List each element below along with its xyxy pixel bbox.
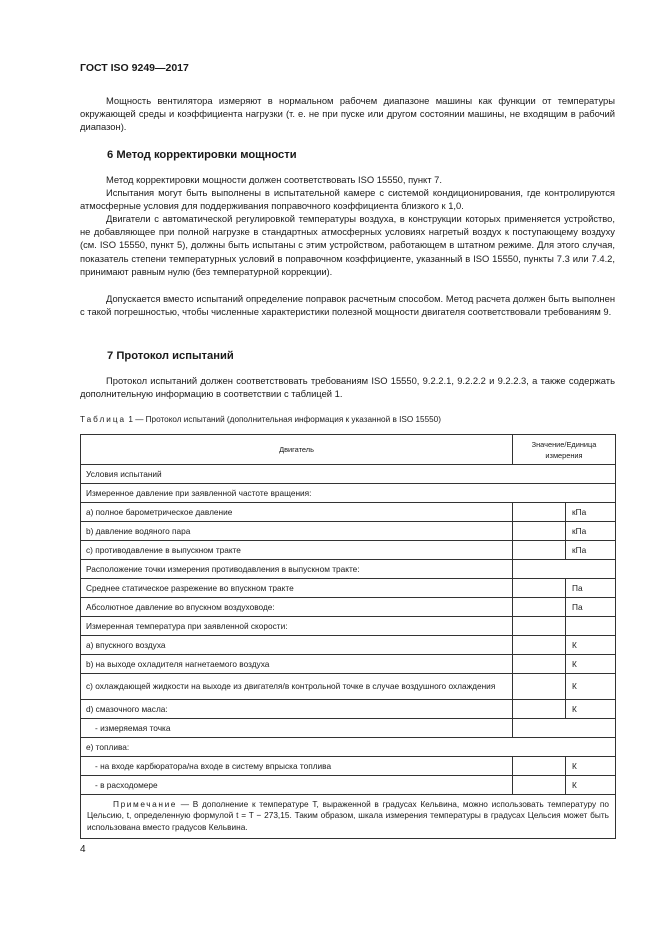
row-label: d) смазочного масла: xyxy=(81,700,513,719)
paragraph-fan-power: Мощность вентилятора измеряют в нормальном рабочем диапазоне машины как функции от температуры окружающей среды и коэффициента нагрузки (т. е. не при пуске или другом состоянии машины, не входящим в рабочий диапазон). xyxy=(80,95,615,133)
unit-cell: К xyxy=(566,776,616,795)
table-row xyxy=(81,541,616,560)
section-6-paragraph-4: Допускается вместо испытаний определение поправок расчетным способом. Метод расчета должен быть выполнен с такой погрешностью, чтобы численные характеристики полезной мощности двигателя соответствовали требованиям 9. xyxy=(80,293,615,318)
value-cell xyxy=(513,757,566,776)
section-6-title: 6 Метод корректировки мощности xyxy=(107,149,297,161)
table-row xyxy=(81,503,616,522)
row-label: b) давление водяного пара xyxy=(81,522,513,541)
table-caption xyxy=(80,415,441,424)
value-cell xyxy=(513,719,616,738)
row-label: Условия испытаний xyxy=(81,465,616,484)
table-row xyxy=(81,465,616,484)
unit-cell: К xyxy=(566,700,616,719)
table-row xyxy=(81,776,616,795)
table-row xyxy=(81,757,616,776)
row-label: b) на выходе охладителя нагнетаемого воздуха xyxy=(81,655,513,674)
value-cell xyxy=(513,503,566,522)
table-note xyxy=(81,795,616,839)
unit-cell: Па xyxy=(566,579,616,598)
value-cell xyxy=(513,598,566,617)
note-word: Примечание xyxy=(113,799,178,809)
value-cell xyxy=(513,579,566,598)
row-label: - на входе карбюратора/на входе в систему впрыска топлива xyxy=(81,757,513,776)
section-6-paragraph-3: Двигатели с автоматической регулировкой температуры воздуха, в конструкции которых применяется устройство, не добавляющее при полной нагрузке в стандартных атмосферных условиях нагретый воздух к поступающему воздуху (см. ISO 15550, пункт 5), должны быть испытаны с этим устройством, работающем в штатном режиме. Для этого случая, показатель степени температурных условий в поправочном коэффициенте, указанный в ISO 15550, пункты 7.3 или 7.4.2, принимают равным нулю (без температурной коррекции). xyxy=(80,213,615,277)
unit-cell: кПа xyxy=(566,522,616,541)
value-cell xyxy=(513,560,616,579)
note-text: — В дополнение к температуре T, выраженной в градусах Кельвина, можно использовать температуру по Цельсию, t, определенную формулой t = T − 273,15. Таким образом, шкала измерения температуры в градусах Цельсия может быть использована вместо градусов Кельвина. xyxy=(87,799,610,832)
row-label: - измеряемая точка xyxy=(81,719,513,738)
table-row xyxy=(81,719,616,738)
row-label: Измеренное давление при заявленной частоте вращения: xyxy=(81,484,616,503)
row-label: e) топлива: xyxy=(81,738,616,757)
table-caption-text: 1 — Протокол испытаний (дополнительная информация к указанной в ISO 15550) xyxy=(126,415,441,424)
unit-cell xyxy=(566,617,616,636)
table-row xyxy=(81,636,616,655)
table-row xyxy=(81,617,616,636)
row-label: Измеренная температура при заявленной скорости: xyxy=(81,617,513,636)
row-label: Расположение точки измерения противодавления в выпускном тракте: xyxy=(81,560,513,579)
table-row xyxy=(81,674,616,700)
section-6-paragraph-1: Метод корректировки мощности должен соответствовать ISO 15550, пункт 7. xyxy=(106,174,442,185)
row-label: Среднее статическое разрежение во впускном тракте xyxy=(81,579,513,598)
section-6-paragraph-2: Испытания могут быть выполнены в испытательной камере с системой кондиционирования, где контролируются атмосферные условия для поддерживания поправочного коэффициента близкого к 1,0. xyxy=(80,187,615,212)
value-cell xyxy=(513,636,566,655)
section-7-title: 7 Протокол испытаний xyxy=(107,350,234,362)
unit-cell: К xyxy=(566,636,616,655)
unit-cell: Па xyxy=(566,598,616,617)
table-row xyxy=(81,579,616,598)
table-row xyxy=(81,560,616,579)
value-cell xyxy=(513,617,566,636)
value-cell xyxy=(513,655,566,674)
page-number: 4 xyxy=(80,844,86,855)
row-label: a) полное барометрическое давление xyxy=(81,503,513,522)
header-value-unit: Значение/Единица измерения xyxy=(513,435,616,465)
document-header: ГОСТ ISO 9249—2017 xyxy=(80,62,189,74)
value-cell xyxy=(513,522,566,541)
table-note-row xyxy=(81,795,616,839)
table-header-row xyxy=(81,435,616,465)
row-label: a) впускного воздуха xyxy=(81,636,513,655)
table-row xyxy=(81,738,616,757)
unit-cell: К xyxy=(566,674,616,700)
table-caption-word: Таблица xyxy=(80,415,127,424)
table-row xyxy=(81,484,616,503)
value-cell xyxy=(513,776,566,795)
unit-cell: К xyxy=(566,757,616,776)
section-7-paragraph-1: Протокол испытаний должен соответствовать требованиям ISO 15550, 9.2.2.1, 9.2.2.2 и 9.2.2.3, а также содержать дополнительную информацию в соответствии с таблицей 1. xyxy=(80,375,615,400)
row-label: c) охлаждающей жидкости на выходе из двигателя/в контрольной точке в случае воздушного охлаждения xyxy=(81,674,513,700)
row-label: Абсолютное давление во впускном воздуховоде: xyxy=(81,598,513,617)
row-label: - в расходомере xyxy=(81,776,513,795)
table-row xyxy=(81,598,616,617)
unit-cell: К xyxy=(566,655,616,674)
value-cell xyxy=(513,674,566,700)
table-row xyxy=(81,700,616,719)
unit-cell: кПа xyxy=(566,503,616,522)
table-row xyxy=(81,522,616,541)
row-label: c) противодавление в выпускном тракте xyxy=(81,541,513,560)
value-cell xyxy=(513,700,566,719)
header-engine: Двигатель xyxy=(81,435,513,465)
test-report-table xyxy=(80,434,616,839)
unit-cell: кПа xyxy=(566,541,616,560)
value-cell xyxy=(513,541,566,560)
table-row xyxy=(81,655,616,674)
